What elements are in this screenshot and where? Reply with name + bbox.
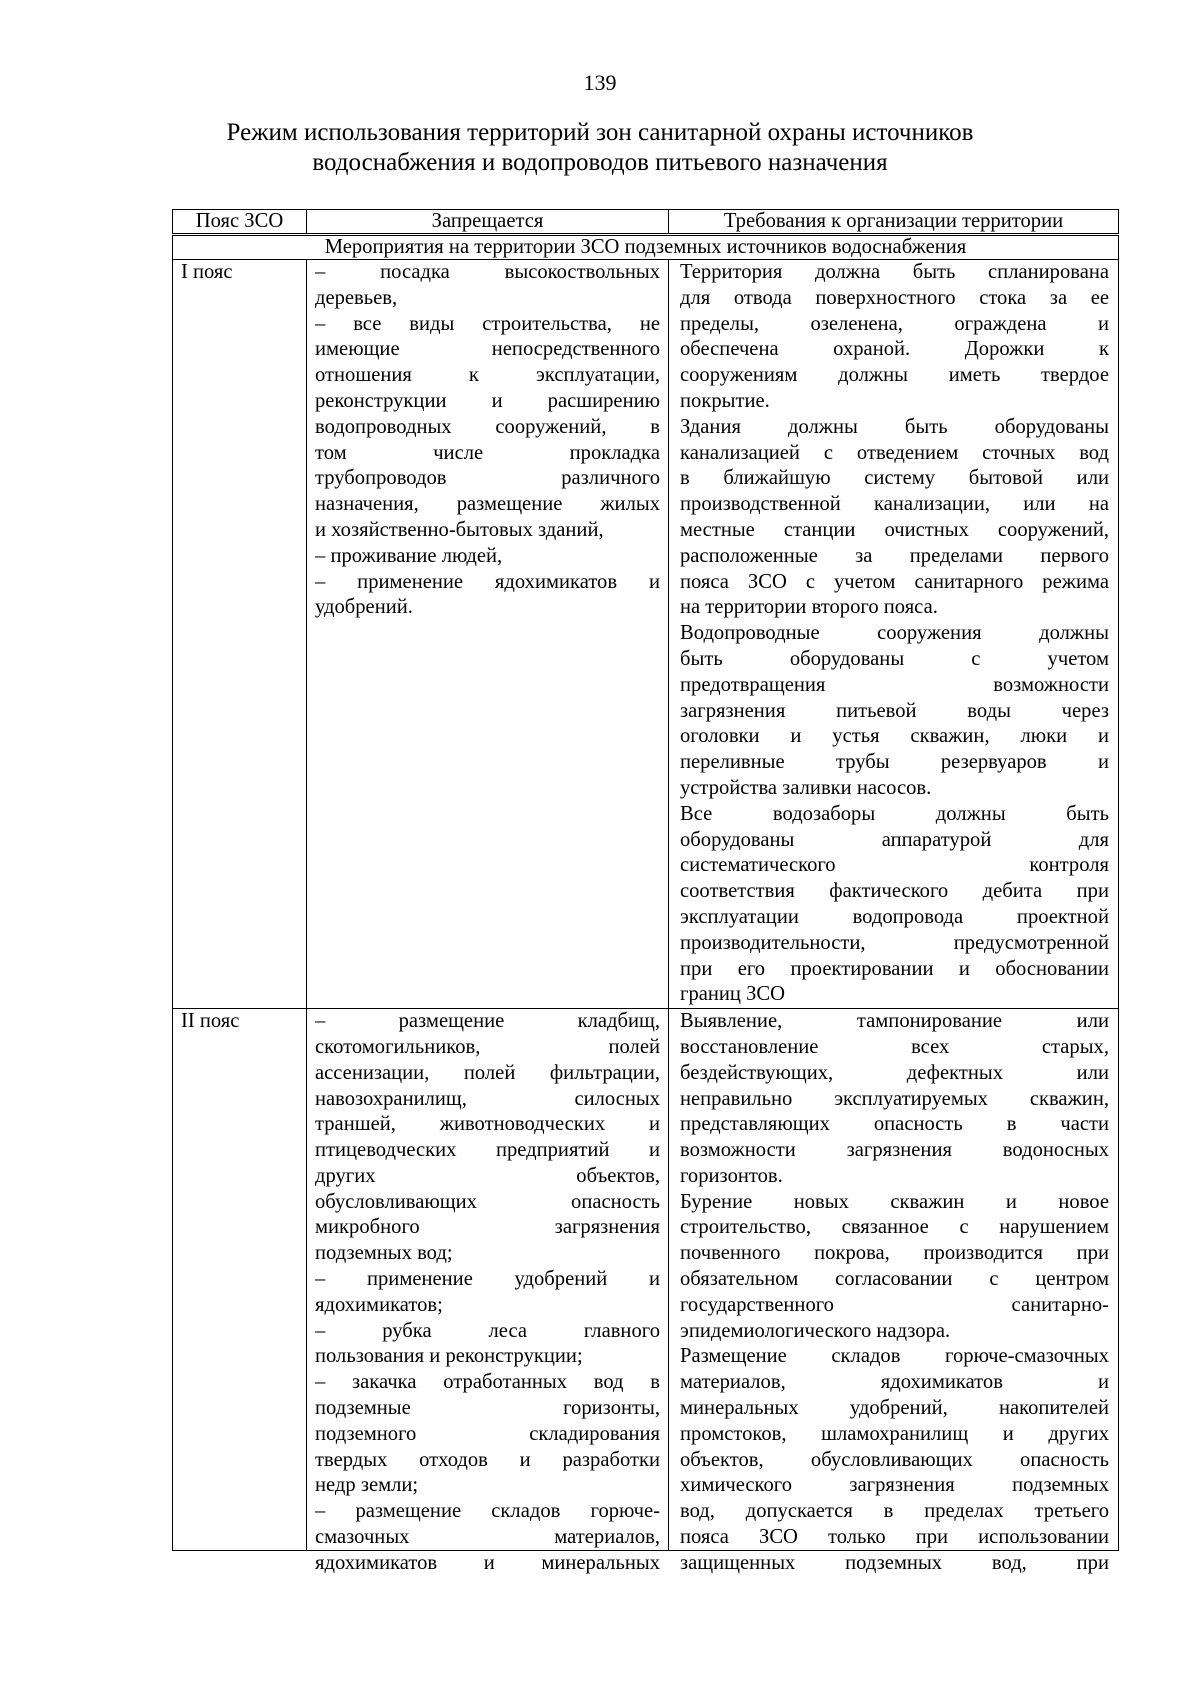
text-line: почвенного покрова, производится при bbox=[680, 1242, 1109, 1265]
text-line: – рубка леса главного bbox=[315, 1319, 660, 1342]
text-line: обязательном согласовании с центром bbox=[680, 1268, 1109, 1291]
page-number: 139 bbox=[583, 70, 617, 95]
text-line: загрязнения питьевой воды через bbox=[680, 699, 1109, 722]
text-line: обусловливающих опасность bbox=[315, 1190, 660, 1213]
text-line: вод, допускается в пределах третьего bbox=[680, 1500, 1109, 1523]
header-requirements: Требования к организации территории bbox=[669, 210, 1119, 235]
sanitary-zone-table bbox=[172, 209, 1119, 1574]
forbidden-cell bbox=[307, 1009, 669, 1574]
requirements-cell bbox=[669, 1009, 1119, 1574]
text-line: – применение удобрений и bbox=[315, 1268, 660, 1291]
text-line: – размещение складов горюче- bbox=[315, 1500, 660, 1523]
text-line: переливные трубы резервуаров и bbox=[680, 751, 1109, 774]
text-line: быть оборудованы с учетом bbox=[680, 647, 1109, 670]
text-line: горизонтов. bbox=[680, 1164, 783, 1187]
text-line: – применение ядохимикатов и bbox=[315, 570, 660, 593]
text-line: недр земли; bbox=[315, 1474, 419, 1497]
text-line: навозохранилищ, силосных bbox=[315, 1087, 660, 1110]
text-line: предотвращения возможности bbox=[680, 673, 1109, 696]
text-line: пользования и реконструкции; bbox=[315, 1345, 583, 1368]
text-line: минеральных удобрений, накопителей bbox=[680, 1397, 1109, 1420]
text-line: ядохимикатов и минеральных bbox=[315, 1551, 660, 1574]
text-line: защищенных подземных вод, при bbox=[680, 1551, 1109, 1574]
text-line: – все виды строительства, не bbox=[315, 312, 660, 335]
text-line: промстоков, шламохранилищ и других bbox=[680, 1422, 1109, 1445]
table-row-belt-1 bbox=[173, 260, 1119, 1009]
text-line: деревьев, bbox=[315, 286, 398, 309]
text-line: – проживание людей, bbox=[315, 544, 503, 567]
text-line: подземные горизонты, bbox=[315, 1397, 660, 1420]
table-header-row bbox=[173, 210, 1119, 235]
text-line: и хозяйственно-бытовых зданий, bbox=[315, 518, 604, 541]
text-line: Водопроводные сооружения должны bbox=[680, 622, 1109, 645]
text-line: местные станции очистных сооружений, bbox=[680, 518, 1109, 541]
text-line: – размещение кладбищ, bbox=[315, 1010, 660, 1033]
belt-cell bbox=[173, 260, 307, 1009]
text-line: при его проектировании и обосновании bbox=[680, 957, 1109, 980]
text-line: эпидемиологического надзора. bbox=[680, 1319, 951, 1342]
text-line: представляющих опасность в части bbox=[680, 1113, 1109, 1136]
text-line: имеющие непосредственного bbox=[315, 338, 660, 361]
text-line: обеспечена охраной. Дорожки к bbox=[680, 338, 1109, 361]
text-line: пределы, озеленена, ограждена и bbox=[680, 312, 1109, 335]
text-line: производительности, предусмотренной bbox=[680, 931, 1109, 954]
belt-cell bbox=[173, 1009, 307, 1551]
text-line: материалов, ядохимикатов и bbox=[680, 1371, 1109, 1394]
text-line: скотомогильников, полей bbox=[315, 1035, 660, 1058]
text-line: Все водозаборы должны быть bbox=[680, 802, 1109, 825]
text-line: устройства заливки насосов. bbox=[680, 776, 932, 799]
text-line: том числе прокладка bbox=[315, 441, 660, 464]
forbidden-cell bbox=[307, 260, 669, 1009]
text-line: трубопроводов различного bbox=[315, 467, 660, 490]
text-line: систематического контроля bbox=[680, 854, 1109, 877]
header-belt: Пояс ЗСО bbox=[173, 210, 307, 235]
text-line: для отвода поверхностного стока за ее bbox=[680, 286, 1109, 309]
text-line: смазочных материалов, bbox=[315, 1526, 660, 1549]
header-forbidden: Запрещается bbox=[307, 210, 669, 235]
text-line: границ ЗСО bbox=[680, 983, 786, 1006]
text-line: пояса ЗСО с учетом санитарного режима bbox=[680, 570, 1109, 593]
section-row bbox=[173, 235, 1119, 260]
table-row-belt-2 bbox=[173, 1009, 1119, 1551]
text-line: ядохимикатов; bbox=[315, 1293, 443, 1316]
text-line: восстановление всех старых, bbox=[680, 1035, 1109, 1058]
text-line: подземных вод; bbox=[315, 1242, 453, 1265]
text-line: Бурение новых скважин и новое bbox=[680, 1190, 1109, 1213]
text-line: оголовки и устья скважин, люки и bbox=[680, 725, 1109, 748]
text-line: других объектов, bbox=[315, 1164, 660, 1187]
document-title bbox=[150, 118, 1050, 178]
text-line: химического загрязнения подземных bbox=[680, 1474, 1109, 1497]
text-line: бездействующих, дефектных или bbox=[680, 1061, 1109, 1084]
text-line: ассенизации, полей фильтрации, bbox=[315, 1061, 660, 1084]
text-line: производственной канализации, или на bbox=[680, 493, 1109, 516]
text-line: эксплуатации водопровода проектной bbox=[680, 905, 1109, 928]
text-line: Выявление, тампонирование или bbox=[680, 1010, 1109, 1033]
text-line: оборудованы аппаратурой для bbox=[680, 828, 1109, 851]
text-line: сооружениям должны иметь твердое bbox=[680, 364, 1109, 387]
text-line: – посадка высокоствольных bbox=[315, 261, 660, 283]
text-line: расположенные за пределами первого bbox=[680, 544, 1109, 567]
section-title: Мероприятия на территории ЗСО подземных источников водоснабжения bbox=[173, 235, 1119, 260]
text-line: на территории второго пояса. bbox=[680, 596, 938, 619]
text-line: отношения к эксплуатации, bbox=[315, 364, 660, 387]
text-line: твердых отходов и разработки bbox=[315, 1448, 660, 1471]
text-line: в ближайшую систему бытовой или bbox=[680, 467, 1109, 490]
belt-name: I пояс bbox=[181, 261, 233, 283]
text-line: подземного складирования bbox=[315, 1422, 660, 1445]
text-line: реконструкции и расширению bbox=[315, 389, 660, 412]
text-line: строительство, связанное с нарушением bbox=[680, 1216, 1109, 1239]
text-line: пояса ЗСО только при использовании bbox=[680, 1526, 1109, 1549]
text-line: – закачка отработанных вод в bbox=[315, 1371, 660, 1394]
text-line: Территория должна быть спланирована bbox=[680, 261, 1109, 283]
text-line: объектов, обусловливающих опасность bbox=[680, 1448, 1109, 1471]
text-line: возможности загрязнения водоносных bbox=[680, 1139, 1109, 1162]
text-line: птицеводческих предприятий и bbox=[315, 1139, 660, 1162]
title-line-2: водоснабжения и водопроводов питьевого назначения bbox=[312, 149, 888, 176]
text-line: водопроводных сооружений, в bbox=[315, 415, 660, 438]
requirements-cell bbox=[669, 260, 1119, 1009]
text-line: государственного санитарно- bbox=[680, 1293, 1109, 1316]
text-line: траншей, животноводческих и bbox=[315, 1113, 660, 1136]
text-line: соответствия фактического дебита при bbox=[680, 880, 1109, 903]
belt-name: II пояс bbox=[181, 1010, 240, 1033]
text-line: назначения, размещение жилых bbox=[315, 493, 660, 516]
text-line: неправильно эксплуатируемых скважин, bbox=[680, 1087, 1109, 1110]
text-line: Размещение складов горюче-смазочных bbox=[680, 1345, 1109, 1368]
title-line-1: Режим использования территорий зон санитарной охраны источников bbox=[226, 119, 974, 146]
text-line: покрытие. bbox=[680, 389, 770, 412]
text-line: канализацией с отведением сточных вод bbox=[680, 441, 1109, 464]
text-line: Здания должны быть оборудованы bbox=[680, 415, 1109, 438]
text-line: микробного загрязнения bbox=[315, 1216, 660, 1239]
text-line: удобрений. bbox=[315, 596, 413, 619]
